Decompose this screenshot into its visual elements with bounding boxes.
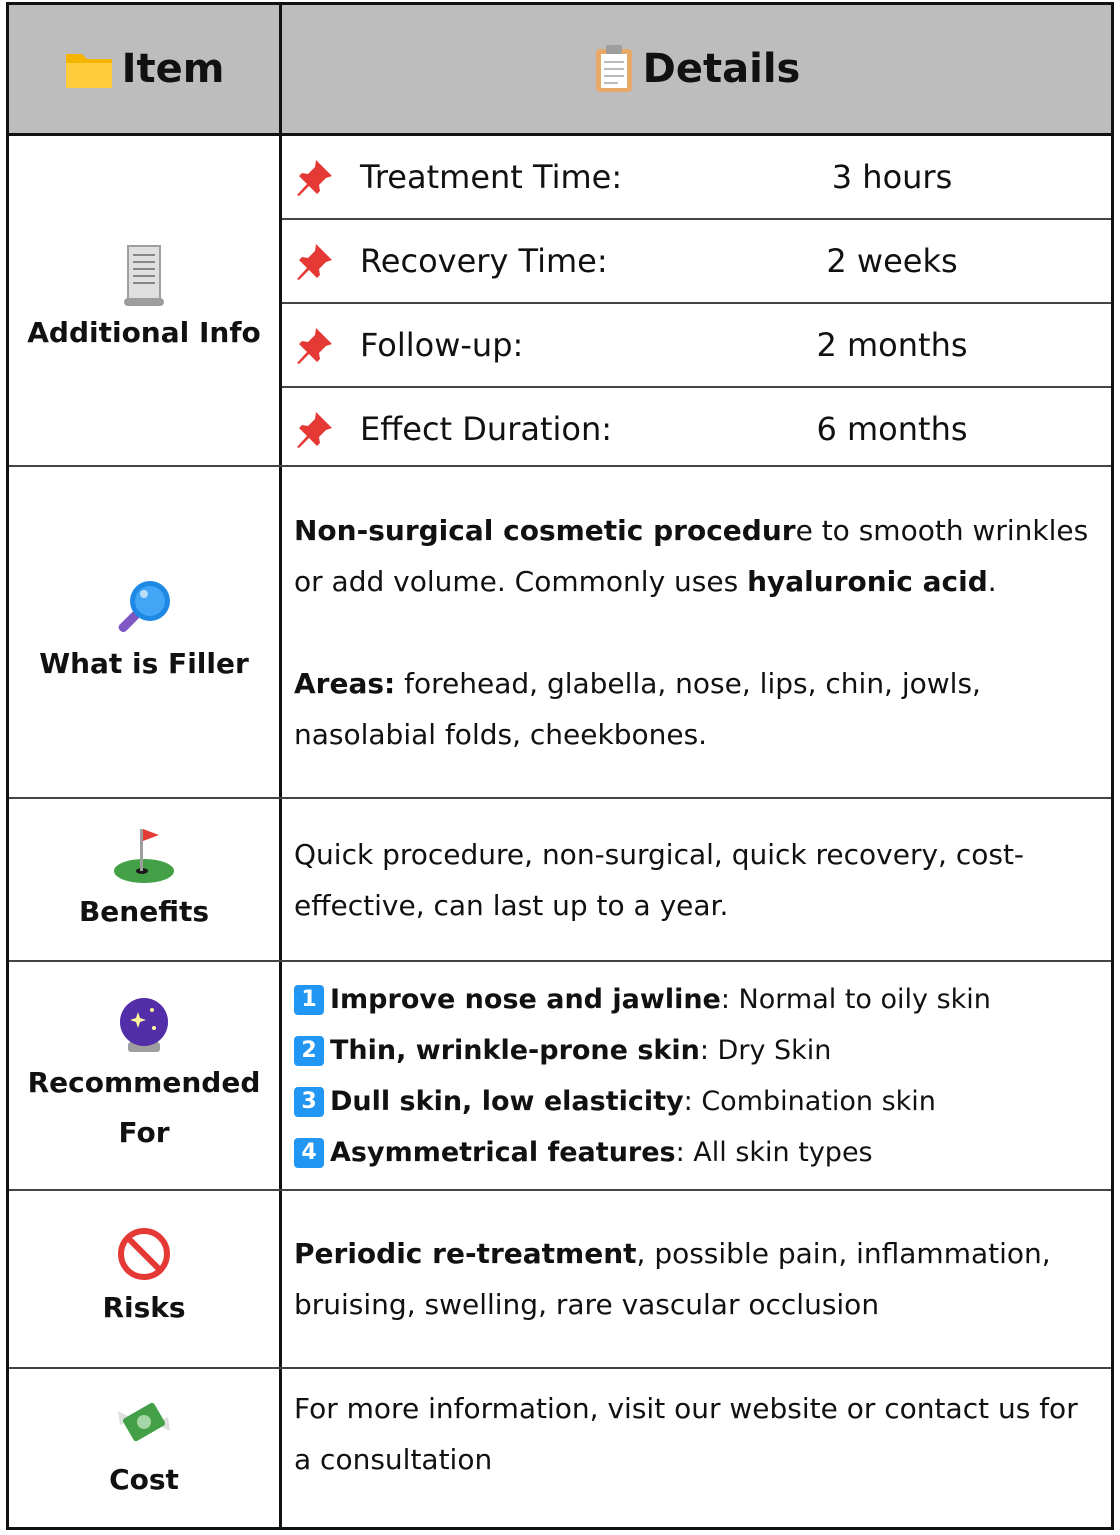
pushpin-icon xyxy=(296,410,342,448)
benefits-text: Quick procedure, non-surgical, quick recovery, cost-effective, can last up to a year. xyxy=(294,837,1025,922)
areas-label: Areas: xyxy=(294,666,396,700)
list-item xyxy=(294,974,1099,1025)
filler-areas xyxy=(294,658,1099,760)
filler-desc-end: . xyxy=(987,564,997,598)
clipboard-icon xyxy=(593,44,635,94)
cost-details xyxy=(282,1369,1111,1527)
receipt-icon xyxy=(122,244,166,308)
entry-value: 2 weeks xyxy=(826,242,958,280)
row-benefits xyxy=(9,799,1111,962)
header-item-label: Item xyxy=(121,46,225,92)
benefits-cell xyxy=(9,799,279,960)
recommended-label-1: Recommended xyxy=(27,1065,261,1099)
entry-key: Follow-up: xyxy=(360,326,524,364)
pushpin-icon xyxy=(296,242,342,280)
pushpin-icon xyxy=(296,158,342,196)
entry-key: Treatment Time: xyxy=(360,158,623,196)
additional-info-cell xyxy=(9,136,279,465)
number-3-badge: 3 xyxy=(294,1087,324,1117)
benefits-details xyxy=(282,799,1111,960)
money-wings-icon xyxy=(112,1391,176,1455)
recommended-cell xyxy=(9,962,279,1189)
what-is-filler-label: What is Filler xyxy=(39,647,249,680)
risks-rest: , possible pain, inflammation, bruising, swelling, rare vascular occlusion xyxy=(294,1237,1051,1321)
number-4-badge: 4 xyxy=(294,1138,324,1168)
list-item xyxy=(294,1025,1099,1076)
cost-cell xyxy=(9,1369,279,1527)
header-details-label: Details xyxy=(642,46,801,92)
recommend-bold: Improve nose and jawline xyxy=(330,983,721,1015)
recommended-details xyxy=(282,962,1111,1189)
additional-info-label: Additional Info xyxy=(27,315,261,349)
table-header xyxy=(9,5,1111,136)
recommend-text: : Normal to oily skin xyxy=(720,983,991,1015)
entry-value: 3 hours xyxy=(831,158,953,196)
recommend-bold: Dull skin, low elasticity xyxy=(330,1085,684,1117)
recommend-bold: Asymmetrical features xyxy=(330,1136,676,1168)
filler-desc-bold: Non-surgical cosmetic procedur xyxy=(294,513,796,547)
row-what-is-filler xyxy=(9,467,1111,799)
recommend-bold: Thin, wrinkle-prone skin xyxy=(330,1034,700,1066)
filler-description xyxy=(294,505,1099,607)
list-item xyxy=(282,136,1111,220)
list-item xyxy=(282,304,1111,388)
what-is-filler-cell xyxy=(9,467,279,797)
benefits-label: Benefits xyxy=(78,894,210,928)
header-details xyxy=(282,5,1111,133)
entry-key: Effect Duration: xyxy=(360,410,613,448)
row-additional-info xyxy=(9,136,1111,467)
risks-details xyxy=(282,1191,1111,1367)
row-risks xyxy=(9,1191,1111,1369)
cost-label: Cost xyxy=(109,1463,179,1496)
risks-cell xyxy=(9,1191,279,1367)
number-1-badge: 1 xyxy=(294,985,324,1015)
number-2-badge: 2 xyxy=(294,1036,324,1066)
recommend-text: : Combination skin xyxy=(683,1085,936,1117)
list-item xyxy=(294,1076,1099,1127)
row-recommended-for xyxy=(9,962,1111,1191)
recommend-text: : Dry Skin xyxy=(699,1034,832,1066)
risks-text xyxy=(294,1228,1099,1330)
areas-text: forehead, glabella, nose, lips, chin, jowls, nasolabial folds, cheekbones. xyxy=(294,666,981,751)
list-item xyxy=(282,388,1111,470)
what-is-filler-details xyxy=(282,467,1111,797)
golf-flag-icon xyxy=(112,823,176,887)
magnifier-icon xyxy=(112,575,176,639)
crystal-ball-icon xyxy=(112,994,176,1058)
list-item xyxy=(282,220,1111,304)
row-cost xyxy=(9,1369,1111,1527)
filler-desc-text: e to smooth wrinkles or add volume. Commonly uses xyxy=(294,513,1089,598)
risks-bold: Periodic re-treatment xyxy=(294,1237,637,1270)
filler-desc-bold-2: hyaluronic acid xyxy=(747,564,988,598)
list-item xyxy=(294,1127,1099,1178)
risks-label: Risks xyxy=(102,1291,186,1324)
prohibited-icon xyxy=(115,1225,173,1283)
header-item xyxy=(9,5,279,133)
folder-icon xyxy=(64,48,114,90)
info-table xyxy=(6,2,1114,1530)
recommend-text: : All skin types xyxy=(675,1136,873,1168)
cost-text: For more information, visit our website or contact us for a consultation xyxy=(294,1392,1078,1476)
recommended-label-2: For xyxy=(118,1115,170,1149)
entry-value: 6 months xyxy=(816,410,968,448)
entry-key: Recovery Time: xyxy=(360,242,608,280)
pushpin-icon xyxy=(296,326,342,364)
entry-value: 2 months xyxy=(816,326,968,364)
